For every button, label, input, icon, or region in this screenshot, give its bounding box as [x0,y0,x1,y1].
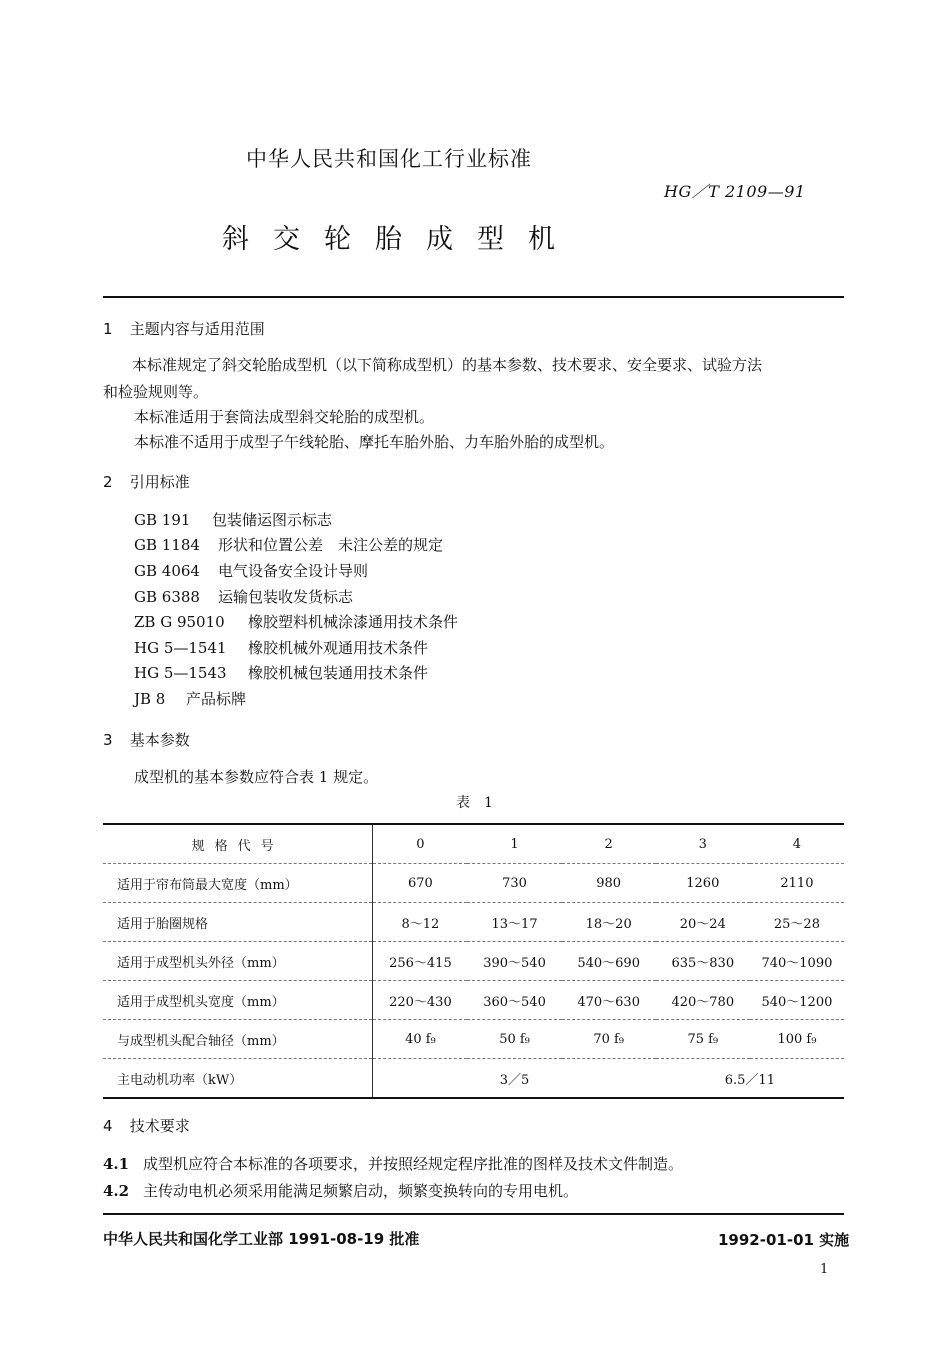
table-cell: 256～415 [373,942,468,981]
table-cell: 360～540 [467,981,561,1020]
table-cell: 540～1200 [750,981,844,1020]
table-column-header: 4 [750,824,844,864]
reference-code: GB 4064 [134,562,200,580]
requirement-number: 4.1 [103,1155,130,1173]
table-cell: 13～17 [467,903,561,942]
table-header-row [103,824,844,864]
table-row-label: 适用于成型机头宽度（mm） [103,981,373,1020]
table-row [103,1020,844,1059]
table-cell: 730 [467,864,561,903]
table-cell: 100 f₉ [750,1020,844,1059]
table-cell: 50 f₉ [467,1020,561,1059]
table-cell: 6.5／11 [656,1059,844,1099]
table-column-header: 1 [467,824,561,864]
reference-item [134,688,246,709]
requirement-number: 4.2 [103,1182,130,1200]
table-cell: 2110 [750,864,844,903]
section-4-heading [103,1115,190,1136]
page-number: 1 [820,1262,829,1277]
section-number: 1 [103,320,113,338]
table-cell: 980 [562,864,656,903]
reference-item [134,662,428,683]
reference-item [134,534,443,555]
reference-code: GB 1184 [134,536,200,554]
section-title: 主题内容与适用范围 [129,320,265,338]
document-title: 斜交轮胎成型机 [222,224,579,255]
table-caption: 表 1 [456,795,493,811]
table-cell: 40 f₉ [373,1020,468,1059]
section-1-paragraph: 本标准不适用于成型子午线轮胎、摩托车胎外胎、力车胎外胎的成型机。 [134,433,615,451]
table-cell: 740～1090 [750,942,844,981]
table-column-header: 0 [373,824,468,864]
section-2-heading [103,471,190,492]
table-cell: 540～690 [562,942,656,981]
section-3-heading [103,729,190,750]
table-cell: 470～630 [562,981,656,1020]
table-cell: 8～12 [373,903,468,942]
reference-name: 橡胶塑料机械涂漆通用技术条件 [248,613,459,631]
section-1-paragraph: 本标准适用于套筒法成型斜交轮胎的成型机。 [134,408,435,426]
table-column-header: 3 [656,824,750,864]
reference-name: 产品标牌 [186,690,247,708]
table-cell: 1260 [656,864,750,903]
table-cell: 20～24 [656,903,750,942]
parameters-table [103,823,844,1099]
section-title: 引用标准 [129,473,190,491]
section-title: 基本参数 [129,731,190,749]
table-column-header: 2 [562,824,656,864]
reference-name: 形状和位置公差 未注公差的规定 [218,536,444,554]
table-header-label: 规格代号 [103,824,373,864]
title-divider [103,296,844,298]
reference-item [134,586,353,607]
table-cell: 635～830 [656,942,750,981]
reference-code: GB 191 [134,511,191,529]
table-row [103,981,844,1020]
table-cell: 3／5 [373,1059,656,1099]
requirement-text: 主传动电机必须采用能满足频繁启动，频繁变换转向的专用电机。 [143,1182,579,1200]
reference-code: ZB G 95010 [134,613,225,631]
section-title: 技术要求 [129,1117,190,1135]
table-row-label: 主电动机功率（kW） [103,1059,373,1099]
section-1-paragraph: 本标准规定了斜交轮胎成型机（以下简称成型机）的基本参数、技术要求、安全要求、试验方法 [132,356,763,374]
reference-code: GB 6388 [134,588,200,606]
table-cell: 75 f₉ [656,1020,750,1059]
table-row-label: 适用于胎圈规格 [103,903,373,942]
table-cell: 390～540 [467,942,561,981]
table-row [103,903,844,942]
section-1-paragraph: 和检验规则等。 [103,383,209,401]
table-row-label: 适用于帘布筒最大宽度（mm） [103,864,373,903]
reference-name: 橡胶机械包装通用技术条件 [248,664,429,682]
reference-name: 电气设备安全设计导则 [218,562,369,580]
requirement-item [103,1153,683,1174]
reference-item [134,611,458,632]
section-1-heading [103,318,265,339]
standard-code: HG／T 2109—91 [664,182,806,201]
table-row-label: 与成型机头配合轴径（mm） [103,1020,373,1059]
reference-code: HG 5—1543 [134,664,227,682]
effective-date: 1992-01-01 实施 [718,1231,850,1249]
approval-statement: 中华人民共和国化学工业部 1991-08-19 批准 [103,1230,420,1248]
table-row-label: 适用于成型机头外径（mm） [103,942,373,981]
reference-name: 运输包装收发货标志 [218,588,354,606]
reference-name: 橡胶机械外观通用技术条件 [248,639,429,657]
reference-code: HG 5—1541 [134,639,227,657]
table-cell: 220～430 [373,981,468,1020]
section-number: 4 [103,1117,113,1135]
reference-code: JB 8 [134,690,166,708]
table-row [103,942,844,981]
reference-item [134,637,428,658]
table-cell: 18～20 [562,903,656,942]
reference-name: 包装储运图示标志 [212,511,333,529]
section-number: 3 [103,731,113,749]
table-cell: 70 f₉ [562,1020,656,1059]
section-number: 2 [103,473,113,491]
section-3-intro: 成型机的基本参数应符合表 1 规定。 [134,768,379,786]
table-row [103,864,844,903]
table-row [103,1059,844,1099]
footer-divider [103,1213,844,1215]
reference-item [134,509,332,530]
reference-item [134,560,368,581]
requirement-item [103,1180,578,1201]
requirement-text: 成型机应符合本标准的各项要求，并按照经规定程序批准的图样及技术文件制造。 [143,1155,684,1173]
table-cell: 25～28 [750,903,844,942]
table-cell: 420～780 [656,981,750,1020]
table-cell: 670 [373,864,468,903]
issuing-body-heading: 中华人民共和国化工行业标准 [246,147,532,171]
